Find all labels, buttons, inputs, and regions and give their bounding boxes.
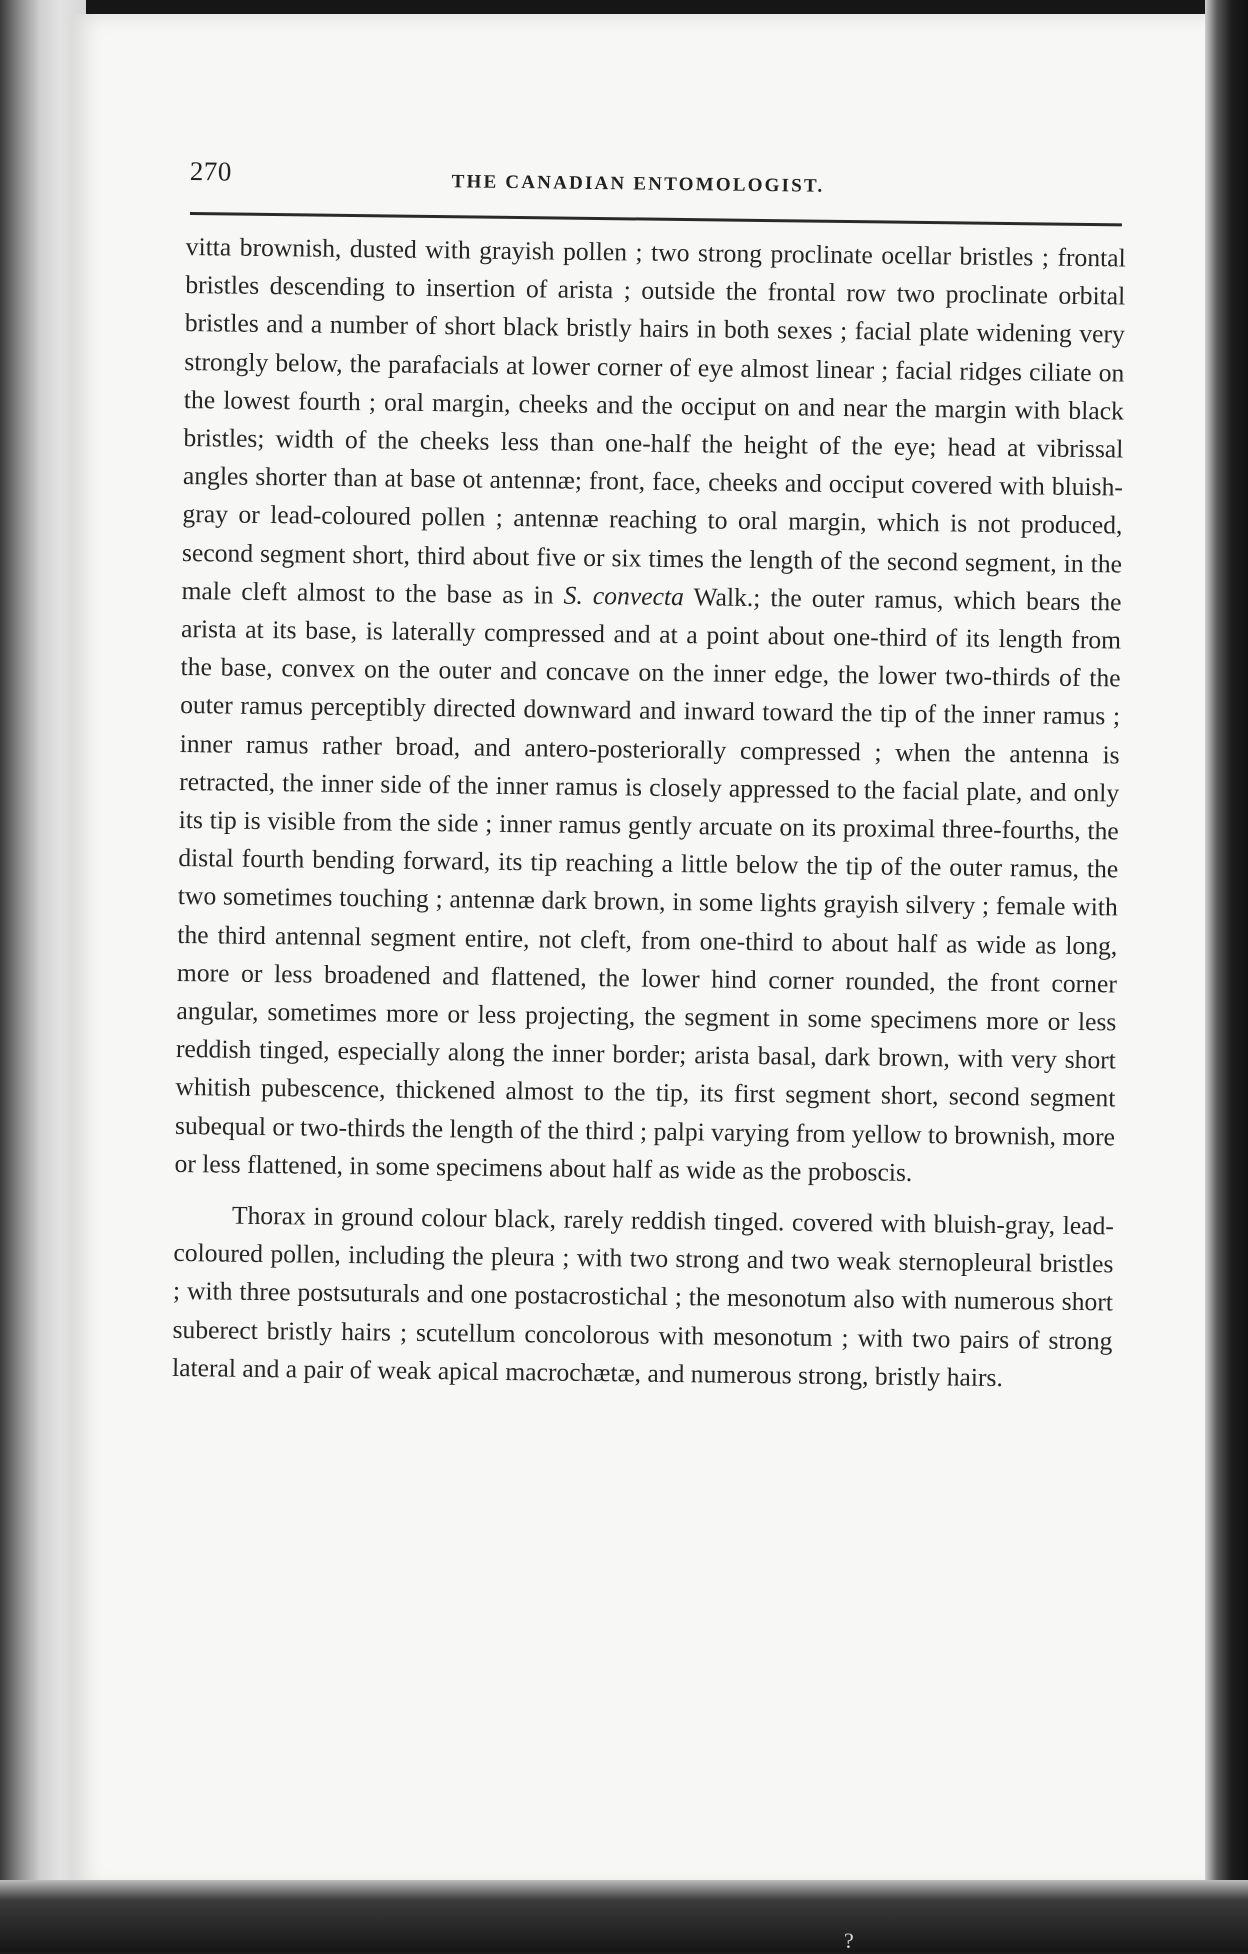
paragraph-thorax-description: Thorax in ground colour black, rarely reddish tinged. covered with bluish-gray, lead-coloured pollen, including the pleura ; with two strong and two weak sternopleural bristles ; with three postsuturals and one postacrostichal ; the mesonotum also with numerous short suberect bristly hairs ; scutellum concolorous with mesonotum ; with two pairs of strong lateral and a pair of weak apical macrochætæ, and numerous strong, bristly hairs. [171, 1200, 1115, 1392]
journal-title: THE CANADIAN ENTOMOLOGIST. [451, 171, 825, 197]
paragraph-text: Walk.; the outer ramus, which bears the arista at its base, is laterally compressed and at a point about one-third of its length from the base, convex on the outer and concave on the inner edge, the lower two-thirds of the outer ramus perceptibly directed downward and inward toward the tip of the inner ramus ; inner ramus rather broad, and antero-posteriorally compressed ; when the antenna is retracted, the inner side of the inner ramus is closely appressed to the facial plate, and only its tip is visible from the side ; inner ramus gently arcuate on its proximal three-fourths, the distal fourth bending forward, its tip reaching a little below the tip of the outer ramus, the two sometimes touching ; antennæ dark brown, in some lights grayish silvery ; female with the third antennal segment entire, not cleft, from one-third to about half as wide as long, more or less broadened and flattened, the lower hind corner rounded, the front corner angular, sometimes more or less projecting, the segment in some specimens more or less reddish tinged, especially along the inner border; arista basal, dark brown, with very short whitish pubescence, thickened almost to the tip, its first segment short, second segment subequal or two-thirds the length of the third ; palpi varying from yellow to brownish, more or less flattened, in some specimens about half as wide as the proboscis. [174, 581, 1122, 1187]
paragraph-text: vitta brownish, dusted with grayish pollen ; two strong proclinate ocellar bristles ; frontal bristles descending to insertion of arista ; outside the frontal row two proclinate orbital bristles and a number of short black bristly hairs in both sexes ; facial plate widening very strongly below, the parafacials at lower corner of eye almost linear ; facial ridges ciliate on the lowest fourth ; oral margin, cheeks and the occiput on and near the margin with black bristles; width of the cheeks less than one-half the height of the eye; head at vibrissal angles shorter than at base ot antennæ; front, face, cheeks and occiput covered with bluish-gray or lead-coloured pollen ; antennæ reaching to oral margin, which is not produced, second segment short, third about five or six times the length of the second segment, in the male cleft almost to the base as in [181, 231, 1126, 610]
page-bottom-edge-shadow [0, 1880, 1248, 1952]
page-body [172, 228, 1126, 1398]
paragraph-head-description [174, 228, 1126, 1194]
page-number: 270 [189, 156, 232, 187]
species-name: S. convecta [563, 580, 685, 611]
footer-mark: ? [844, 1928, 854, 1953]
page-right-edge-shadow [1205, 0, 1248, 1952]
